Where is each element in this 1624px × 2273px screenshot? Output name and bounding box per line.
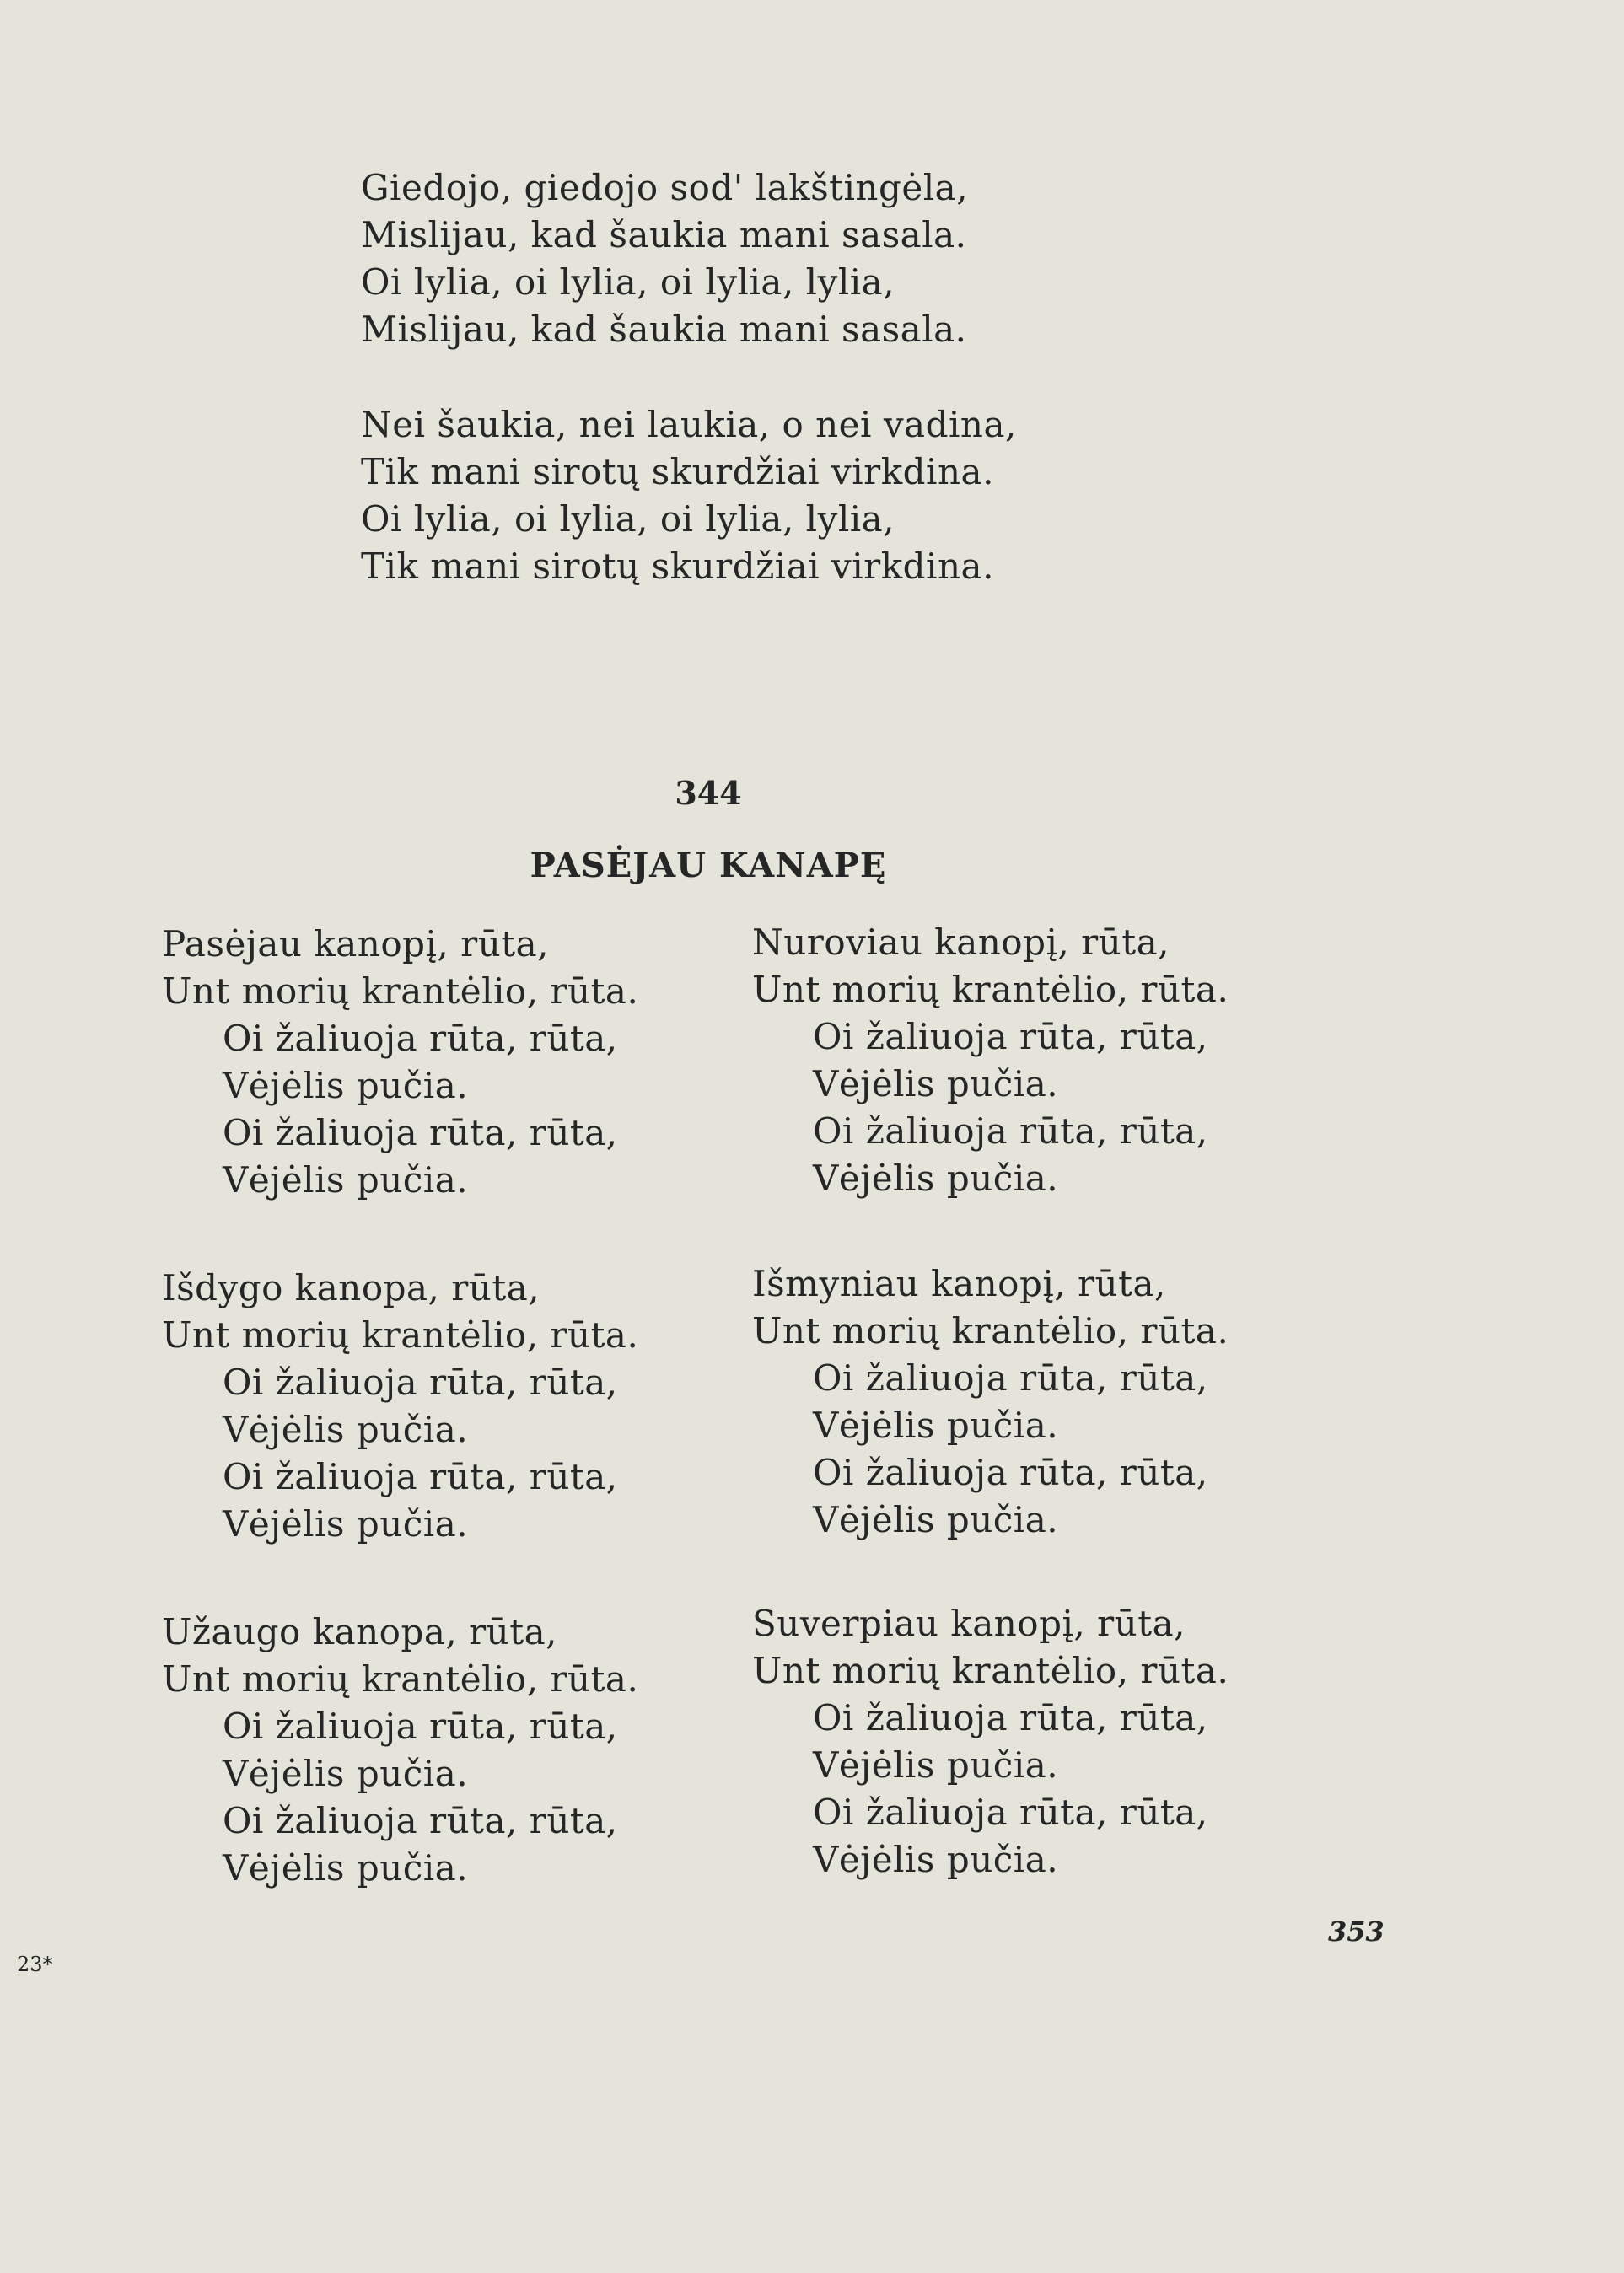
refrain-line: Vėjėlis pučia.: [223, 1753, 469, 1794]
refrain-line: Oi žaliuoja rūta, rūta,: [813, 1016, 1208, 1057]
refrain-line: Vėjėlis pučia.: [223, 1847, 469, 1889]
refrain-line: Vėjėlis pučia.: [223, 1503, 469, 1545]
verse-line: Oi lylia, oi lylia, oi lylia, lylia,: [361, 261, 895, 303]
refrain-line: Oi žaliuoja rūta, rūta,: [223, 1706, 618, 1747]
refrain-line: Vėjėlis pučia.: [223, 1065, 469, 1106]
refrain-line: Oi žaliuoja rūta, rūta,: [813, 1357, 1208, 1399]
refrain-line: Vėjėlis pučia.: [813, 1158, 1059, 1199]
verse-line: Unt morių krantėlio, rūta.: [162, 1658, 639, 1700]
refrain-line: Oi žaliuoja rūta, rūta,: [223, 1018, 618, 1059]
left-stanza-3: [162, 1609, 638, 1892]
song-title: PASĖJAU KANAPĘ: [530, 846, 887, 885]
verse-line: Unt morių krantėlio, rūta.: [752, 969, 1229, 1010]
verse-line: Suverpiau kanopį, rūta,: [752, 1603, 1186, 1644]
refrain-line: Oi žaliuoja rūta, rūta,: [813, 1452, 1208, 1493]
refrain-line: Oi žaliuoja rūta, rūta,: [813, 1697, 1208, 1738]
left-stanza-1: [162, 921, 638, 1204]
verse-line: Unt morių krantėlio, rūta.: [162, 1314, 639, 1356]
verse-line: Nuroviau kanopį, rūta,: [752, 922, 1170, 963]
refrain-line: Oi žaliuoja rūta, rūta,: [223, 1800, 618, 1841]
refrain-line: Vėjėlis pučia.: [813, 1499, 1059, 1540]
refrain-line: Vėjėlis pučia.: [813, 1405, 1059, 1446]
refrain-line: Oi žaliuoja rūta, rūta,: [813, 1110, 1208, 1152]
verse-line: Išdygo kanopa, rūta,: [162, 1267, 540, 1308]
right-stanza-1: [752, 919, 1229, 1202]
verse-line: Unt morių krantėlio, rūta.: [162, 970, 639, 1012]
refrain-line: Oi žaliuoja rūta, rūta,: [223, 1362, 618, 1403]
verse-line: Mislijau, kad šaukia mani sasala.: [361, 214, 967, 255]
verse-line: Unt morių krantėlio, rūta.: [752, 1650, 1229, 1691]
verse-line: Tik mani sirotų skurdžiai virkdina.: [361, 545, 994, 587]
top-stanza-2: [361, 401, 1017, 590]
right-stanza-3: [752, 1600, 1229, 1883]
verse-line: Giedojo, giedojo sod' lakštingėla,: [361, 167, 969, 208]
page-number: 353: [1328, 1916, 1385, 1948]
verse-line: Nei šaukia, nei laukia, o nei vadina,: [361, 404, 1017, 445]
verse-line: Tik mani sirotų skurdžiai virkdina.: [361, 451, 994, 492]
refrain-line: Oi žaliuoja rūta, rūta,: [223, 1112, 618, 1153]
left-stanza-2: [162, 1265, 638, 1548]
verse-line: Užaugo kanopa, rūta,: [162, 1611, 557, 1652]
top-stanza-1: [361, 164, 968, 353]
refrain-line: Vėjėlis pučia.: [223, 1159, 469, 1201]
verse-line: Mislijau, kad šaukia mani sasala.: [361, 309, 967, 350]
signature-mark: 23*: [17, 1953, 53, 1976]
verse-line: Unt morių krantėlio, rūta.: [752, 1310, 1229, 1351]
right-stanza-2: [752, 1260, 1229, 1544]
song-number: 344: [675, 774, 742, 812]
verse-line: Išmyniau kanopį, rūta,: [752, 1263, 1166, 1304]
refrain-line: Oi žaliuoja rūta, rūta,: [813, 1792, 1208, 1833]
verse-line: Oi lylia, oi lylia, oi lylia, lylia,: [361, 498, 895, 540]
refrain-line: Vėjėlis pučia.: [813, 1839, 1059, 1880]
refrain-line: Vėjėlis pučia.: [813, 1744, 1059, 1786]
refrain-line: Vėjėlis pučia.: [813, 1063, 1059, 1104]
verse-line: Pasėjau kanopį, rūta,: [162, 923, 550, 965]
refrain-line: Vėjėlis pučia.: [223, 1409, 469, 1450]
refrain-line: Oi žaliuoja rūta, rūta,: [223, 1456, 618, 1497]
